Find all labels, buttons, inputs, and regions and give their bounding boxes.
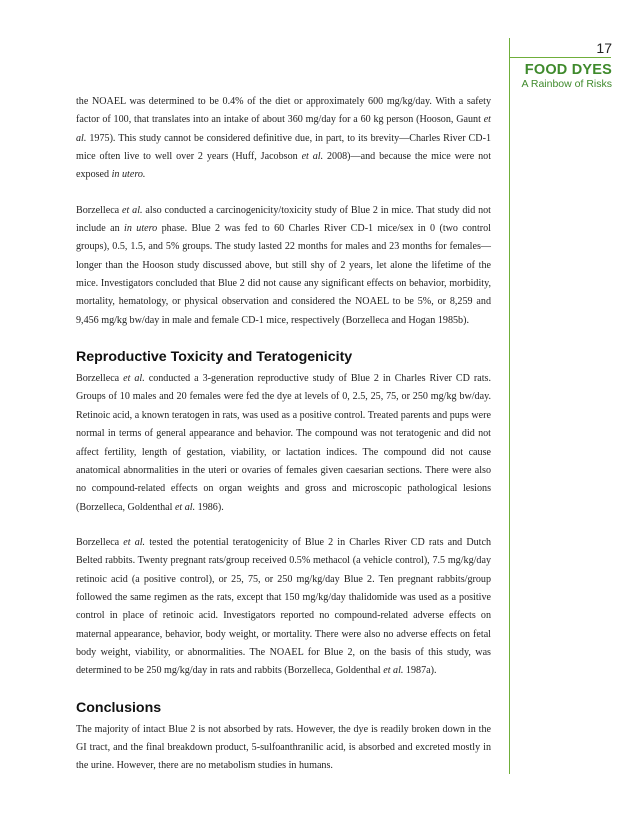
paragraph-conclusions: The majority of intact Blue 2 is not absorbed by rats. However, the dye is readily broken down in the GI tract, and the final breakdown product, 5-sulfoanthranilic acid, is absorbed and excreted mostly in the urine. However, there are no metabolism studies in humans.: [76, 723, 491, 772]
section-heading-reproductive-toxicity: Reproductive Toxicity and Teratogenicity: [76, 349, 353, 366]
margin-vertical-rule: [509, 38, 510, 774]
paragraph-noael-continuation: the NOAEL was determined to be 0.4% of the diet or approximately 600 mg/kg/day. With a safety factor of 100, that translates into an intake of about 360 mg/day for a 60 kg person (Hooson, Gaunt et al. 1975). This study cannot be considered definitive due, in part, to its brevity—Charles River CD-1 mice often live to well over 2 years (Huff, Jacobson et al. 2008)—and because the mice were not exposed in utero.: [76, 96, 491, 181]
body-text: [76, 93, 491, 793]
paragraph-carcinogenicity-study: Borzelleca et al. also conducted a carcinogenicity/toxicity study of Blue 2 in mice. That study did not include an in utero phase. Blue 2 was fed to 60 Charles River CD-1 mice/sex in 0 (two control groups), 0.5, 1.5, and 5% groups. The study lasted 22 months for males and 23 months for females—longer than the Hooson study discussed above, but still shy of 2 years, let alone the lifetime of the mice. Investigators concluded that Blue 2 did not cause any significant effects on behavior, morbidity, mortality, hematology, or physical observation and considered the NOAEL to be 5%, or 8,259 and 9,456 mg/kg bw/day in male and female CD-1 mice, respectively (Borzelleca and Hogan 1985b).: [76, 204, 491, 326]
header-horizontal-rule: [509, 57, 611, 58]
section-heading-conclusions: Conclusions: [76, 699, 162, 716]
paragraph-teratogenicity-study: Borzelleca et al. tested the potential teratogenicity of Blue 2 in Charles River CD rats and Dutch Belted rabbits. Twenty pregnant rats/group received 0.5% methacol (a vehicle control), 7.5 mg/kg/day retinoic acid (a positive control), or 25, 75, or 250 mg/kg/day Blue 2. Ten pregnant rabbits/group followed the same regimen as the rats, except that 150 mg/kg/day thalidomide was used as a positive control in place of retinoic acid. Investigators reported no compound-related adverse effects on maternal appearance, behavior, body weight, or mortality. There were also no adverse effects on fetal body weight, viability, or abnormalities. The NOAEL for Blue 2, on the basis of this study, was determined to be 250 mg/kg/day in rats and rabbits (Borzelleca, Goldenthal et al. 1987a).: [76, 536, 491, 677]
paragraph-reproductive-study: Borzelleca et al. conducted a 3-generation reproductive study of Blue 2 in Charles River CD rats. Groups of 10 males and 20 females were fed the dye at levels of 0, 2.5, 25, 75, or 250 mg/kg bw/day. Retinoic acid, a known teratogen in rats, was used as a positive control. Treated parents and pups were normal in terms of general appearance and behavior. The compound was not teratogenic and did not affect fertility, length of gestation, viability, or lactation indices. The compound did not cause anatomical abnormalities in the uteri or ovaries of females given caesarian sections. There were also no compound-related effects on organ weights and gross and microscopic pathological lesions (Borzelleca, Goldenthal et al. 1986).: [76, 373, 491, 513]
running-header-title: FOOD DYES: [524, 62, 612, 78]
page-number: 17: [596, 40, 612, 56]
running-header-subtitle: A Rainbow of Risks: [521, 78, 612, 90]
